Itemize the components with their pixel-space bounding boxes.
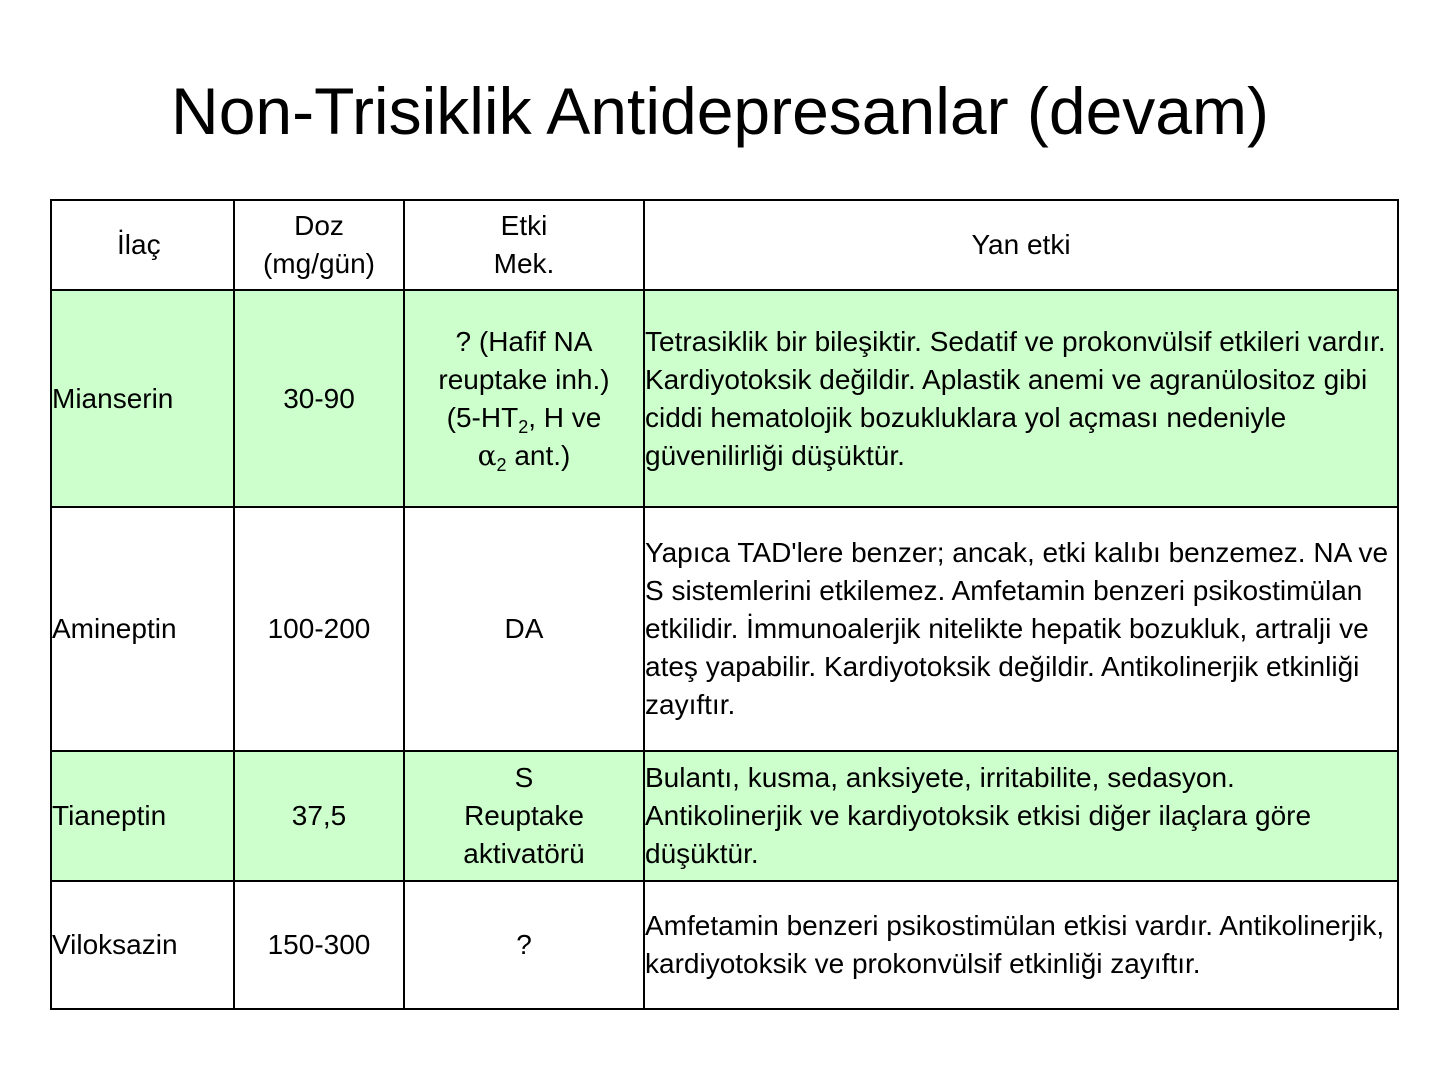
mechanism-line: aktivatörü	[463, 838, 585, 869]
mechanism-text: , H ve	[528, 401, 602, 433]
drug-table	[50, 199, 1399, 1010]
side-effects: Amfetamin benzeri psikostimülan etkisi vardır. Antikolinerjik, kardiyotoksik ve prokonvülsif etkinliği zayıftır.	[644, 881, 1398, 1009]
header-mech-line1: Etki	[500, 210, 548, 241]
mechanism-cell	[404, 290, 644, 507]
subscript: 2	[518, 416, 529, 437]
alpha-symbol: α	[477, 438, 497, 472]
dose-value: 30-90	[234, 290, 404, 507]
drug-name: Viloksazin	[51, 881, 234, 1009]
drug-name: Mianserin	[51, 290, 234, 507]
side-effects: Tetrasiklik bir bileşiktir. Sedatif ve prokonvülsif etkileri vardır. Kardiyotoksik değildir. Aplastik anemi ve agranülositoz gibi ciddi hematolojik bozukluklara yol açması nedeniyle güvenilirliği düşüktür.	[644, 290, 1398, 507]
mechanism-cell: DA	[404, 507, 644, 751]
table-row	[51, 881, 1398, 1009]
side-effects: Bulantı, kusma, anksiyete, irritabilite, sedasyon. Antikolinerjik ve kardiyotoksik etkisi diğer ilaçlara göre düşüktür.	[644, 751, 1398, 881]
drug-name: Tianeptin	[51, 751, 234, 881]
header-mechanism	[404, 200, 644, 290]
mechanism-line: reuptake inh.)	[438, 363, 610, 395]
dose-value: 37,5	[234, 751, 404, 881]
mechanism-text: (5-HT	[446, 401, 519, 433]
drug-name: Amineptin	[51, 507, 234, 751]
table-row	[51, 751, 1398, 881]
mechanism-cell	[404, 751, 644, 881]
mechanism-line	[405, 399, 643, 437]
table-row	[51, 290, 1398, 507]
mechanism-line: ? (Hafif NA	[455, 325, 593, 357]
slide-title: Non-Trisiklik Antidepresanlar (devam)	[171, 74, 1269, 148]
mechanism-line: S	[514, 762, 534, 793]
header-dose	[234, 200, 404, 290]
side-effects: Yapıca TAD'lere benzer; ancak, etki kalıbı benzemez. NA ve S sistemlerini etkilemez. Amfetamin benzeri psikostimülan etkilidir. İmmunoalerjik nitelikte hepatik bozukluk, artralji ve ateş yapabilir. Kardiyotoksik değildir. Antikolinerjik etkinliği zayıftır.	[644, 507, 1398, 751]
header-mech-line2: Mek.	[493, 248, 555, 279]
header-dose-line2: (mg/gün)	[262, 248, 376, 279]
subscript: 2	[496, 454, 507, 475]
mechanism-line: Reuptake	[464, 800, 584, 831]
dose-value: 100-200	[234, 507, 404, 751]
header-drug: İlaç	[51, 200, 234, 290]
mechanism-line	[405, 437, 643, 475]
mechanism-cell: ?	[404, 881, 644, 1009]
header-dose-line1: Doz	[294, 210, 344, 241]
table-row	[51, 507, 1398, 751]
dose-value: 150-300	[234, 881, 404, 1009]
header-side-effects: Yan etki	[644, 200, 1398, 290]
table-header-row	[51, 200, 1398, 290]
mechanism-text: ant.)	[506, 439, 571, 471]
